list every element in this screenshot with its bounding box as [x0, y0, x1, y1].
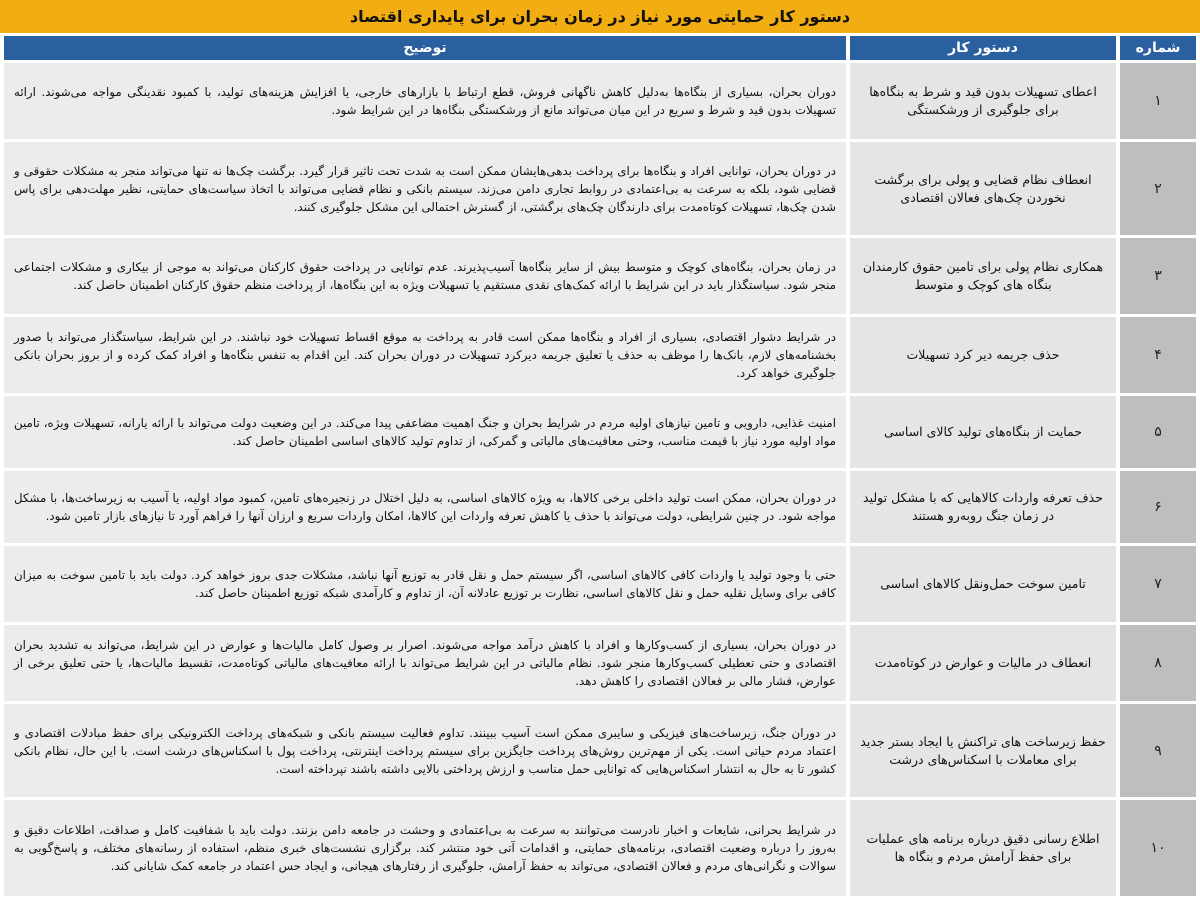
- row-instruction: انعطاف نظام قضایی و پولی برای برگشت نخوردن چک‌های فعالان اقتصادی: [850, 142, 1116, 235]
- row-instruction: اطلاع رسانی دقیق درباره برنامه های عملیات برای حفظ آرامش مردم و بنگاه ها: [850, 800, 1116, 896]
- table-row: [4, 142, 1196, 235]
- row-number: ۳: [1120, 238, 1196, 314]
- row-description: در دوران بحران، ممکن است تولید داخلی برخی کالاها، به ویژه کالاهای اساسی، به دلیل اختلال در زنجیره‌های تامین، کمبود مواد اولیه، یا آسیب به زیرساخت‌ها، با مشکل مواجه شود. در چنین شرایطی، دولت می‌تواند با حذف یا کاهش تعرفه واردات این کالاها، امکان واردات سریع و ارزان آنها را فراهم آورد تا نیازهای بازار تامین شود.: [4, 471, 846, 543]
- row-number: ۸: [1120, 625, 1196, 701]
- row-number: ۵: [1120, 396, 1196, 468]
- row-number: ۷: [1120, 546, 1196, 622]
- crisis-agenda-table: [0, 33, 1200, 899]
- row-instruction: تامین سوخت حمل‌ونقل کالاهای اساسی: [850, 546, 1116, 622]
- header-description: توضیح: [4, 36, 846, 60]
- table-row: [4, 625, 1196, 701]
- header-number: شماره: [1120, 36, 1196, 60]
- row-number: ۶: [1120, 471, 1196, 543]
- table-row: [4, 317, 1196, 393]
- row-description: در شرایط بحرانی، شایعات و اخبار نادرست می‌توانند به سرعت به بی‌اعتمادی و وحشت در جامعه دامن بزنند. دولت باید با شفافیت کامل و صداقت، اطلاعات دقیق و به‌روز را درباره وضعیت اقتصادی، برنامه‌های حمایتی، و اقدامات آتی خود منتشر کند. برگزاری نشست‌های خبری منظم، استفاده از رسانه‌های مختلف، و پاسخ‌گویی به سوالات و نگرانی‌های مردم و فعالان اقتصادی، می‌تواند به حفظ آرامش، جلوگیری از رفتارهای هیجانی، و ایجاد حس اعتماد در جامعه کمک شایانی کند.: [4, 800, 846, 896]
- row-instruction: انعطاف در مالیات و عوارض در کوتاه‌مدت: [850, 625, 1116, 701]
- row-number: ۲: [1120, 142, 1196, 235]
- table-row: [4, 238, 1196, 314]
- table-row: [4, 704, 1196, 797]
- row-description: در شرایط دشوار اقتصادی، بسیاری از افراد و بنگاه‌ها ممکن است قادر به پرداخت به موقع اقساط تسهیلات خود نباشند. در این شرایط، سیاستگذار می‌تواند با صدور بخشنامه‌های لازم، بانک‌ها را موظف به حذف یا تعلیق جریمه دیرکرد تسهیلات در دوران بحران کند. این اقدام به تنفس بنگاه‌ها و افراد کمک کرده و از بروز بحران بانکی جلوگیری خواهد کرد.: [4, 317, 846, 393]
- row-description: امنیت غذایی، دارویی و تامین نیازهای اولیه مردم در شرایط بحران و جنگ اهمیت مضاعفی پیدا می‌کند. در این وضعیت دولت می‌تواند با ارائه یارانه، تسهیلات ویژه، تامین مواد اولیه مورد نیاز با قیمت مناسب، وحتی معافیت‌های مالیاتی و گمرکی، از تداوم تولید کالاهای اساسی اطمینان حاصل کند.: [4, 396, 846, 468]
- row-description: در زمان بحران، بنگاه‌های کوچک و متوسط بیش از سایر بنگاه‌ها آسیب‌پذیرند. عدم توانایی در پرداخت حقوق کارکنان می‌تواند به موجی از بیکاری و مشکلات اجتماعی منجر شود. سیاستگذار باید در این شرایط با ارائه کمک‌های نقدی مستقیم یا تسهیلات ویژه به این بنگاه‌ها، از پرداخت منظم حقوق کارکنان اطمینان حاصل کند.: [4, 238, 846, 314]
- row-instruction: همکاری نظام پولی برای تامین حقوق کارمندان بنگاه های کوچک و متوسط: [850, 238, 1116, 314]
- row-number: ۹: [1120, 704, 1196, 797]
- table-row: [4, 63, 1196, 139]
- row-number: ۴: [1120, 317, 1196, 393]
- row-description: در دوران جنگ، زیرساخت‌های فیزیکی و سایبری ممکن است آسیب ببینند. تداوم فعالیت سیستم بانکی و شبکه‌های پرداخت الکترونیکی برای حفظ مبادلات اقتصادی و اعتماد مردم حیاتی است. یکی از مهم‌ترین روش‌های پرداخت جایگزین برای سیستم پرداخت اینترنتی، پرداخت پول با اسکناس‌های درشت است. با این حال، نظام بانکی کشور تا به حال به انتشار اسکناس‌هایی که توانایی حمل مناسب و ارزش پرداختی بالایی داشته باشند نپرداخته است.: [4, 704, 846, 797]
- row-description: در دوران بحران، توانایی افراد و بنگاه‌ها برای پرداخت بدهی‌هایشان ممکن است به شدت تحت تاثیر قرار گیرد. برگشت چک‌ها نه تنها می‌تواند منجر به مشکلات حقوقی و قضایی شود، بلکه به سرعت به بی‌اعتمادی در روابط تجاری دامن می‌زند. سیستم بانکی و نظام قضایی می‌تواند با اتخاذ سیاست‌های حمایتی، نظیر مهلت‌دهی برای پاس شدن چک‌ها، تسهیلات کوتاه‌مدت برای دارندگان چک‌های برگشتی، از گسترش احتمالی این مشکل جلوگیری کنند.: [4, 142, 846, 235]
- table-row: [4, 396, 1196, 468]
- row-description: در دوران بحران، بسیاری از کسب‌وکارها و افراد با کاهش درآمد مواجه می‌شوند. اصرار بر وصول کامل مالیات‌ها و عوارض در این شرایط، می‌تواند به تشدید بحران اقتصادی و حتی تعطیلی کسب‌وکارها منجر شود. نظام مالیاتی در این شرایط می‌تواند با ارائه معافیت‌های مالیاتی کوتاه‌مدت، تقسیط مالیات‌ها، یا حتی تعلیق برخی از عوارض، فشار مالی بر فعالان اقتصادی را کاهش دهد.: [4, 625, 846, 701]
- row-number: ۱۰: [1120, 800, 1196, 896]
- row-description: دوران بحران، بسیاری از بنگاه‌ها به‌دلیل کاهش ناگهانی فروش، قطع ارتباط با بازارهای خارجی، یا افزایش هزینه‌های تولید، با کمبود نقدینگی مواجه می‌شوند. ارائه تسهیلات بدون قید و شرط و سریع در این میان می‌تواند مانع از ورشکستگی بنگاه‌ها در این شرایط شود.: [4, 63, 846, 139]
- row-number: ۱: [1120, 63, 1196, 139]
- table-row: [4, 546, 1196, 622]
- row-description: حتی با وجود تولید یا واردات کافی کالاهای اساسی، اگر سیستم حمل و نقل قادر به توزیع آنها نباشد، مشکلات جدی بروز خواهد کرد. دولت باید با تامین سوخت به میزان کافی برای وسایل نقلیه حمل و نقل کالاهای اساسی، نظارت بر توزیع عادلانه آن، از تداوم و کارآمدی شبکه توزیع اطمینان حاصل کند.: [4, 546, 846, 622]
- row-instruction: حفظ زیرساخت های تراکنش یا ایجاد بستر جدید برای معاملات با اسکناس‌های درشت: [850, 704, 1116, 797]
- table-row: [4, 800, 1196, 896]
- table-header-row: [4, 36, 1196, 60]
- header-instruction: دستور کار: [850, 36, 1116, 60]
- row-instruction: حمایت از بنگاه‌های تولید کالای اساسی: [850, 396, 1116, 468]
- row-instruction: حذف تعرفه واردات کالاهایی که با مشکل تولید در زمان جنگ روبه‌رو هستند: [850, 471, 1116, 543]
- table-row: [4, 471, 1196, 543]
- row-instruction: حذف جریمه دیر کرد تسهیلات: [850, 317, 1116, 393]
- row-instruction: اعطای تسهیلات بدون قید و شرط به بنگاه‌ها برای جلوگیری از ورشکستگی: [850, 63, 1116, 139]
- page-title: دستور کار حمایتی مورد نیاز در زمان بحران برای پایداری اقتصاد: [0, 0, 1200, 33]
